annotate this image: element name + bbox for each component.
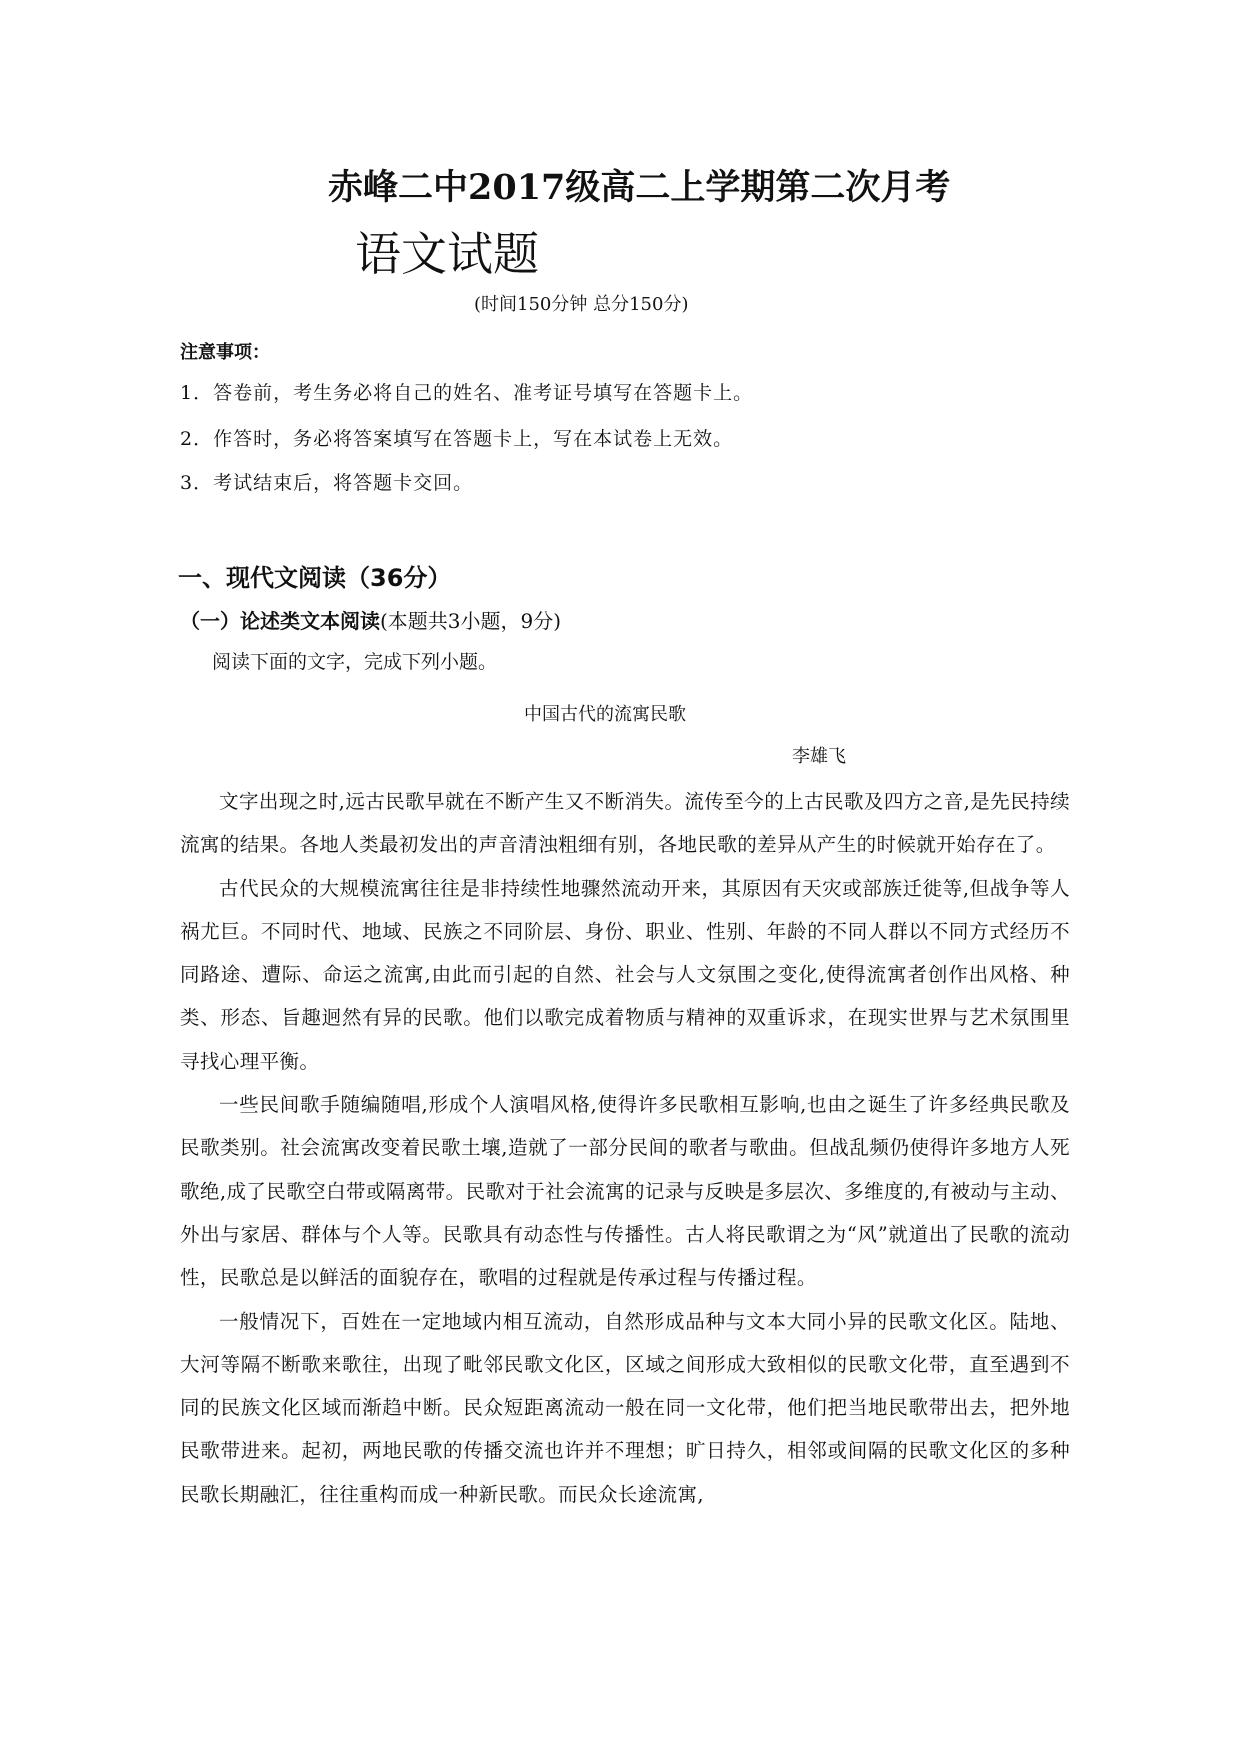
notice-item-1: 1．答卷前，考生务必将自己的姓名、准考证号填写在答题卡上。 (180, 382, 754, 404)
article-paragraph-1: 文字出现之时,远古民歌早就在不断产生又不断消失。流传至今的上古民歌及四方之音,是先民持续流寓的结果。各地人类最初发出的声音清浊粗细有别，各地民歌的差异从产生的时候就开始存在了。 (180, 790, 1070, 857)
article-title: 中国古代的流寓民歌 (524, 704, 686, 725)
notice-heading: 注意事项： (180, 342, 270, 363)
subsection-heading (180, 605, 561, 634)
article-paragraph-3: 一些民间歌手随编随唱,形成个人演唱风格,使得许多民歌相互影响,也由之诞生了许多经典民歌及民歌类别。社会流寓改变着民歌土壤,造就了一部分民间的歌者与歌曲。但战乱频仍使得许多地方人死歌绝,成了民歌空白带或隔离带。民歌对于社会流寓的记录与反映是多层次、多维度的,有被动与主动、外出与家居、群体与个人等。民歌具有动态性与传播性。古人将民歌谓之为“风”就道出了民歌的流动性，民歌总是以鲜活的面貌存在，歌唱的过程就是传承过程与传播过程。 (180, 1093, 1070, 1290)
section-heading: 一、现代文阅读（36分） (178, 564, 452, 592)
time-info: (时间150分钟 总分150分) (474, 294, 689, 315)
notice-item-2: 2．作答时，务必将答案填写在答题卡上，写在本试卷上无效。 (180, 428, 734, 450)
exam-subtitle: 语文试题 (355, 227, 539, 281)
article-paragraph-4: 一般情况下，百姓在一定地域内相互流动，自然形成品种与文本大同小异的民歌文化区。陆地、大河等隔不断歌来歌往，出现了毗邻民歌文化区，区域之间形成大致相似的民歌文化带，直至遇到不同的民族文化区域而渐趋中断。民众短距离流动一般在同一文化带，他们把当地民歌带出去，把外地民歌带进来。起初，两地民歌的传播交流也许并不理想；旷日持久，相邻或间隔的民歌文化区的多种民歌长期融汇，往往重构而成一种新民歌。而民众长途流寓, (180, 1309, 1070, 1506)
subsection-heading-bold: （一）论述类文本阅读 (180, 609, 380, 633)
notice-item-3: 3．考试结束后，将答题卡交回。 (180, 472, 474, 494)
reading-instruction: 阅读下面的文字，完成下列小题。 (212, 651, 498, 673)
exam-title: 赤峰二中2017级高二上学期第二次月考 (328, 167, 951, 208)
article-paragraph-2: 古代民众的大规模流寓往往是非持续性地骤然流动开来，其原因有天灾或部族迁徙等,但战争等人祸尤巨。不同时代、地域、民族之不同阶层、身份、职业、性别、年龄的不同人群以不同方式经历不同路途、遭际、命运之流寓,由此而引起的自然、社会与人文氛围之变化,使得流寓者创作出风格、种类、形态、旨趣迥然有异的民歌。他们以歌完成着物质与精神的双重诉求，在现实世界与艺术氛围里寻找心理平衡。 (180, 876, 1070, 1073)
subsection-heading-detail: (本题共3小题，9分) (380, 609, 562, 633)
article-author: 李雄飞 (792, 746, 846, 767)
article-body (180, 780, 1070, 1516)
